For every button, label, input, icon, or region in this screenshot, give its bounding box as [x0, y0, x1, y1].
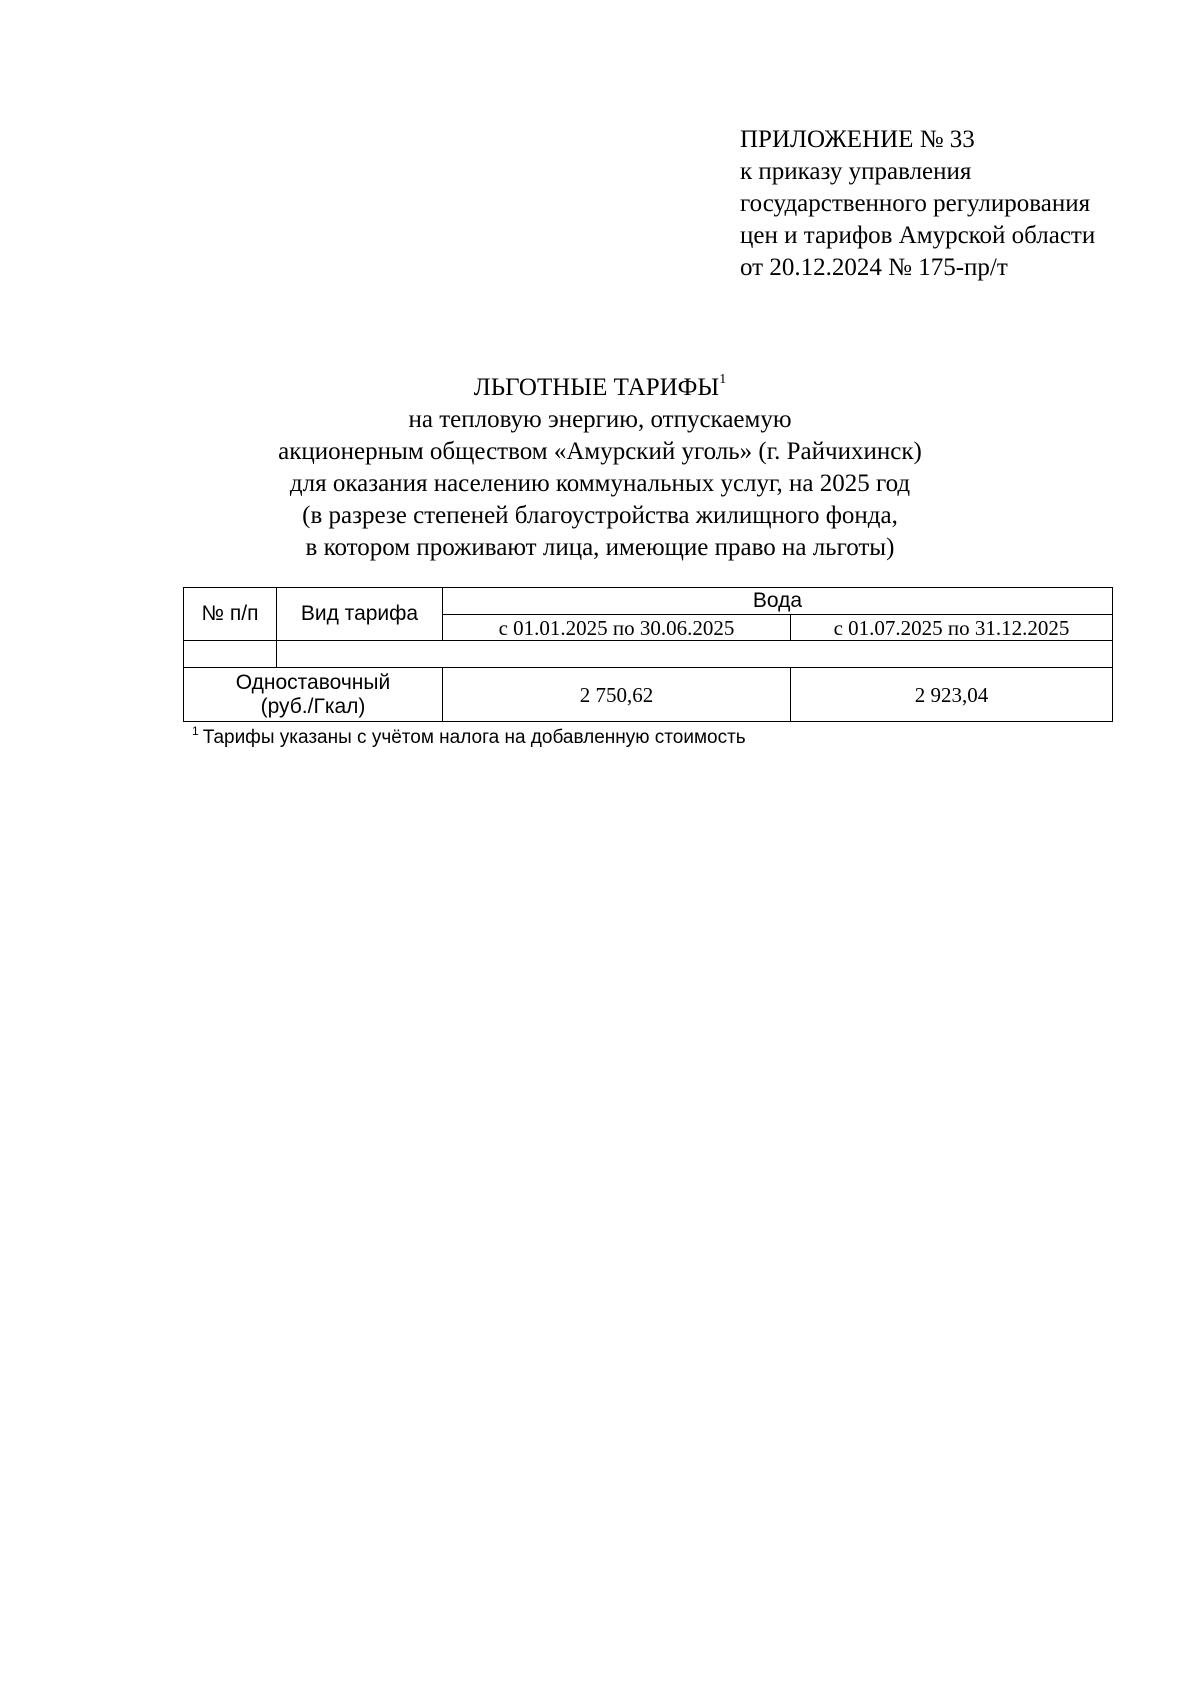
appendix-line: государственного регулирования [740, 190, 1091, 217]
footnote-text: Тарифы указаны с учётом налога на добавленную стоимость [202, 727, 746, 748]
footnote-mark: 1 [192, 724, 199, 738]
appendix-line: к приказу управления [740, 158, 972, 185]
title-line: в котором проживают лица, имеющие право на льготы) [305, 534, 895, 561]
title-main [0, 372, 1200, 404]
header-number: № п/п [184, 588, 277, 641]
header-period-2: с 01.07.2025 по 31.12.2025 [791, 615, 1113, 641]
title-main-text: ЛЬГОТНЫЕ ТАРИФЫ [473, 374, 720, 401]
header-water: Вода [443, 588, 1113, 615]
footnote [192, 724, 746, 749]
title-line: для оказания населению коммунальных услуг, на 2025 год [289, 470, 911, 497]
document-title [0, 372, 1200, 564]
appendix-line: цен и тарифов Амурской области [740, 222, 1096, 249]
header-period-1: с 01.01.2025 по 30.06.2025 [443, 615, 791, 641]
row-label-line1: Одноставочный [235, 670, 391, 694]
table-empty-row [184, 641, 1113, 668]
tariff-table [183, 587, 1113, 722]
row-value-2: 2 923,04 [791, 668, 1113, 722]
title-footnote-mark: 1 [719, 372, 727, 387]
empty-cell [184, 641, 277, 668]
title-line: акционерным обществом «Амурский уголь» (г. Райчихинск) [278, 438, 922, 465]
appendix-order-date: от 20.12.2024 № 175-пр/т [740, 254, 1008, 281]
appendix-title: ПРИЛОЖЕНИЕ № 33 [740, 126, 975, 153]
row-value-1: 2 750,62 [443, 668, 791, 722]
row-label-line2: (руб./Гкал) [260, 694, 366, 718]
appendix-heading [740, 124, 1095, 284]
header-tariff-type: Вид тарифа [277, 588, 443, 641]
row-label [184, 668, 443, 722]
title-line: на тепловую энергию, отпускаемую [408, 406, 792, 433]
table-header-row [184, 588, 1113, 615]
empty-cell [277, 641, 1113, 668]
title-line: (в разрезе степеней благоустройства жилищного фонда, [302, 502, 898, 529]
table-row [184, 668, 1113, 722]
